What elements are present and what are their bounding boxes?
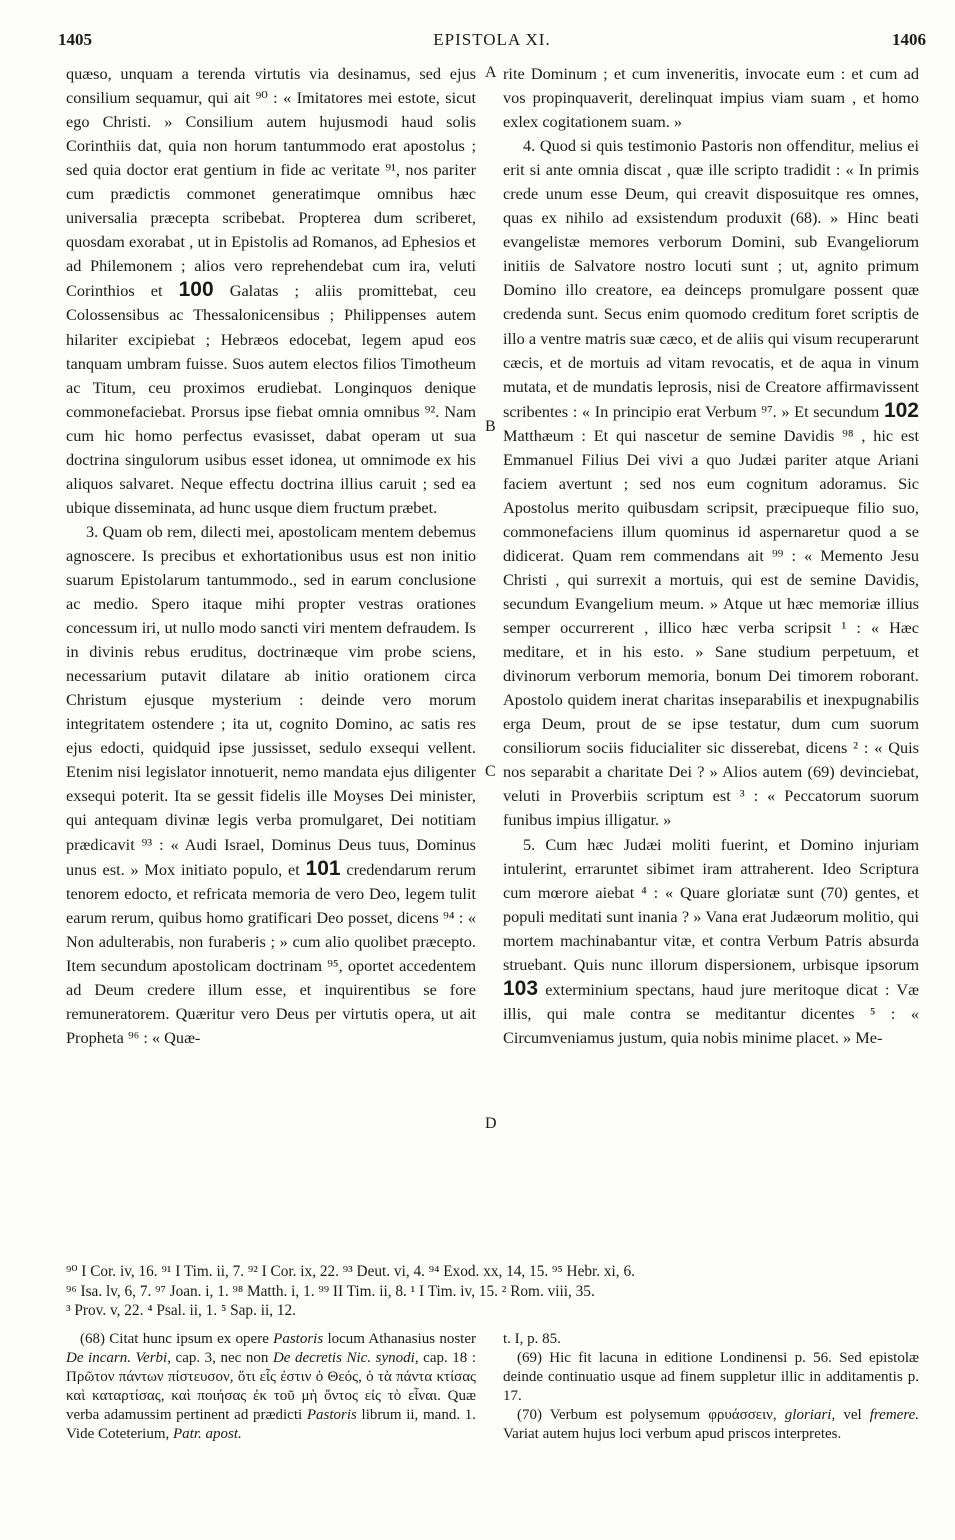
paragraph xyxy=(66,520,476,1050)
note-text: (70) Verbum est polysemum φρυάσσειν, xyxy=(517,1407,777,1423)
section-marker: 101 xyxy=(305,856,341,880)
note-text: (68) Citat hunc ipsum ex opere xyxy=(80,1331,269,1347)
text-run: 4. Quod si quis testimonio Pastoris non offenditur, melius ei erit si ante omnia discat , quæ ille scripto tradidit : « In primis crede unum esse Deum, qui creavit disposuitque res omnes, quas ex nihilo ad exsistendum produxit (68). » Hinc beati evangelistæ memores verborum Domini, sub Evangeliorum initiis de Salvatore nostro locuti sunt ; ut, agnito primum Domino illo creatore, ea deinceps promulgare possent quæ credenda sunt. Secus enim quomodo creditum foret scriptis de illo a ventre matris suæ cæco, et de aliis qui visum recuperarunt cæcis, et de mortuis ad vitam revocatis, et de aqua in vinum mutata, et de mundatis leprosis, nisi de Creatore affirmavissent scribentes : « In principio erat Verbum ⁹⁷. » Et secundum xyxy=(503,136,919,421)
margin-letter-d: D xyxy=(485,1115,497,1132)
running-title: EPISTOLA XI. xyxy=(433,30,551,49)
footnote-68 xyxy=(66,1330,476,1444)
margin-letter-b: B xyxy=(485,418,496,435)
paragraph xyxy=(503,62,919,134)
reference-line: ⁹⁰ I Cor. iv, 16. ⁹¹ I Tim. ii, 7. ⁹² I Cor. ix, 22. ⁹³ Deut. vi, 4. ⁹⁴ Exod. xx, 14, 15. ⁹⁵ Hebr. xi, 6. xyxy=(66,1263,635,1280)
margin-letter-a: A xyxy=(485,64,497,81)
section-marker: 102 xyxy=(883,398,919,422)
footnote-70 xyxy=(503,1406,919,1444)
note-italic: Pastoris xyxy=(273,1331,324,1347)
note-text: cap. 3, nec non xyxy=(175,1350,269,1366)
note-italic: Patr. apost. xyxy=(173,1426,242,1442)
note-italic: gloriari, xyxy=(784,1407,836,1423)
note-italic: De decretis Nic. synodi, xyxy=(272,1350,419,1366)
note-text: vel xyxy=(843,1407,862,1423)
note-italic: fremere. xyxy=(869,1407,920,1423)
note-text: Variat autem hujus loci verbum apud priscos interpretes. xyxy=(503,1426,842,1442)
note-italic: Pastoris xyxy=(306,1407,357,1423)
section-marker: 103 xyxy=(503,976,539,1000)
page-number-left: 1405 xyxy=(58,30,92,49)
page-header xyxy=(58,30,926,58)
footnotes-right xyxy=(503,1330,919,1444)
text-run: Matthæum : Et qui nascetur de semine Davidis ⁹⁸ , hic est Emmanuel Filius Dei vivi a quo Judæi pariter atque Ariani faciem avertunt ; sed nos eum cognitum adoramus. Sic Apostolus merito quibusdam scripsit, præcipueque filio suo, commonefaciens illum quominus id aspernaretur quod a se didicerat. Quam rem commendans ait ⁹⁹ : « Memento Jesu Christi , qui surrexit a mortuis, qui est de semine Davidis, secundum Evangelium meum. » Atque ut hæc memoriæ illius semper occurrerent , illico hæc verba scripsit ¹ : « Hæc meditare, et in his esto. » Sane studium perpetuum, et divinorum verborum memoria, bonum Dei timorem roborant. Apostolo quidem inerat charitas inseparabilis et inexpugnabilis erga Deum, prout de se ipse testatur, dum cum suorum consiliorum sociis fiducialiter sic disserebat, dicens ² : « Quis nos separabit a charitate Dei ? » Alios autem (69) devinciebat, veluti in Proverbiis scriptum est ³ : « Peccatorum suorum funibus impius illigatur. » xyxy=(503,425,919,830)
paragraph xyxy=(503,833,919,1050)
note-text: librum ii, mand. 1. Vide Coteterium, xyxy=(66,1407,476,1442)
section-marker: 100 xyxy=(178,278,214,302)
reference-line: ³ Prov. v, 22. ⁴ Psal. ii, 1. ⁵ Sap. ii, 12. xyxy=(66,1302,296,1319)
text-run: rite Dominum ; et cum inveneritis, invocate eum : et cum ad vos propinquaverit, derelinquat impius viam suam , et homo exlex cogitationem suam. » xyxy=(503,64,919,132)
page-number-right: 1406 xyxy=(892,30,926,49)
note-text: cap. 18 : Πρῶτον πάντων πίστευσον, ὅτι εἷς ἐστιν ὁ Θεός, ὁ τὰ πάντα κτίσας καὶ καταρτίσας, καὶ ποιήσας ἐκ τοῦ μὴ ὄντος εἰς τὸ εἶναι. Quæ verba adamussim pertinent ad prædicti xyxy=(66,1350,477,1423)
text-run: credendarum rerum tenorem edocto, et refricata memoria de vero Deo, legem tulit earum rerum, quibus homo gratificari Deo posset, dicens ⁹⁴ : « Non adulterabis, non furaberis ; » cum alio quolibet præcepto. Item secundum apostolicam doctrinam ⁹⁵, oportet accedentem ad Deum credere illum esse, et inquirentibus se fore remuneratorem. Quæritur vero Deus per virtutis opera, ut ait Propheta ⁹⁶ : « Quæ- xyxy=(66,859,476,1047)
text-run: Galatas ; aliis promittebat, ceu Colossensibus ac Thessalonicensibus ; Philippenses autem hilariter excipiebat ; Hebræos edocebat, legem apud eos tanquam umbram fuisse. Suos autem electos filios Timotheum ac Titum, ceu proximos erudiebat. Longinquos denique commonefaciebat. Prorsus ipse fiebat omnia omnibus ⁹². Nam cum hic homo perfectus evasisset, dabat operam ut sua doctrina singulorum usibus esset idonea, ut omnimode ex his aliquos salvaret. Neque effectu doctrina illius caruit ; sed ea ubique disseminata, ad hunc usque diem fructum præbet. xyxy=(66,281,477,517)
right-column xyxy=(503,62,919,1050)
reference-line: ⁹⁶ Isa. lv, 6, 7. ⁹⁷ Joan. i, 1. ⁹⁸ Matth. i, 1. ⁹⁹ II Tim. ii, 8. ¹ I Tim. iv, 15. ² Rom. viii, 35. xyxy=(66,1282,595,1300)
text-run: quæso, unquam a terenda virtutis via desinamus, sed ejus consilium sequamur, qui ait ⁹⁰ : « Imitatores mei estote, sicut ego Christi. » Consilium autem hujusmodi haud solis Corinthiis dat, quia non horum tantummodo erat apostolus ; sed quia doctor erat gentium in fide ac veritate ⁹¹, nos pariter cum prædictis commonet generatimque omnibus hæc universalia præcepta scribebat. Propterea dum scriberet, quosdam exorabat , ut in Epistolis ad Romanos, ad Ephesios et ad Philemonem ; alios vero reprehendebat cum ira, veluti Corinthios et xyxy=(66,64,476,301)
note-text: locum Athanasius noster xyxy=(327,1331,476,1347)
scripture-references xyxy=(66,1262,924,1321)
text-run: 5. Cum hæc Judæi moliti fuerint, et Domino injuriam intulerint, erraruntet sibimet iram attraherent. Ideo Scriptura cum mœrore aiebat ⁴ : « Quare gloriatæ sunt (70) gentes, et populi meditati sunt inania ? » Vana erat Judæorum molitio, qui mortem machinabantur vitæ, et contra Verbum Patris absurda struebant. Quis nunc illorum dispersionem, urbisque ipsorum xyxy=(503,834,919,974)
footnote-68-continued: t. I, p. 85. xyxy=(503,1331,561,1347)
note-italic: De incarn. Verbi, xyxy=(66,1350,171,1366)
text-run: 3. Quam ob rem, dilecti mei, apostolicam mentem debemus agnoscere. Is precibus et exhortationibus usus est non initio suarum Epistolarum tantummodo., sed in earum conclusione ac medio. Spero itaque mihi propter vestras orationes concessum iri, ut nullo modo sancti viri mentem defraudem. Is in divinis rebus eruditus, doctrinæque vim probe sciens, necessarium putavit dilatare ab initio orationem circa Christum ejusque mysterium : deinde vero morum integritatem ostendere ; ita ut, cognito Domino, ac satis res ejus edocti, quidquid ipse jussisset, sedulo exsequi vellent. Etenim nisi legislator innotuerit, nemo mandata ejus diligenter exsequi poterit. Ita se gessit fidelis ille Moyses Dei minister, qui antequam divinæ legis verba promulgaret, Dei notitiam prædicavit ⁹³ : « Audi Israel, Dominus Deus tuus, Dominus unus est. » Mox initiato populo, et xyxy=(66,521,476,879)
footnote-69: (69) Hic fit lacuna in editione Londinensi p. 56. Sed epistolæ deinde continuatio usque ad finem suppletur illic in additamentis p. 17. xyxy=(503,1350,919,1404)
left-column xyxy=(66,62,476,1050)
text-run: exterminium spectans, haud jure meritoque dicat : Væ illis, qui male contra se meditantur dicentes ⁵ : « Circumveniamus justum, quia nobis minime placet. » Me- xyxy=(503,979,919,1047)
margin-letter-c: C xyxy=(485,763,496,780)
paragraph xyxy=(66,62,476,520)
paragraph xyxy=(503,134,919,832)
footnotes-left xyxy=(66,1330,476,1444)
